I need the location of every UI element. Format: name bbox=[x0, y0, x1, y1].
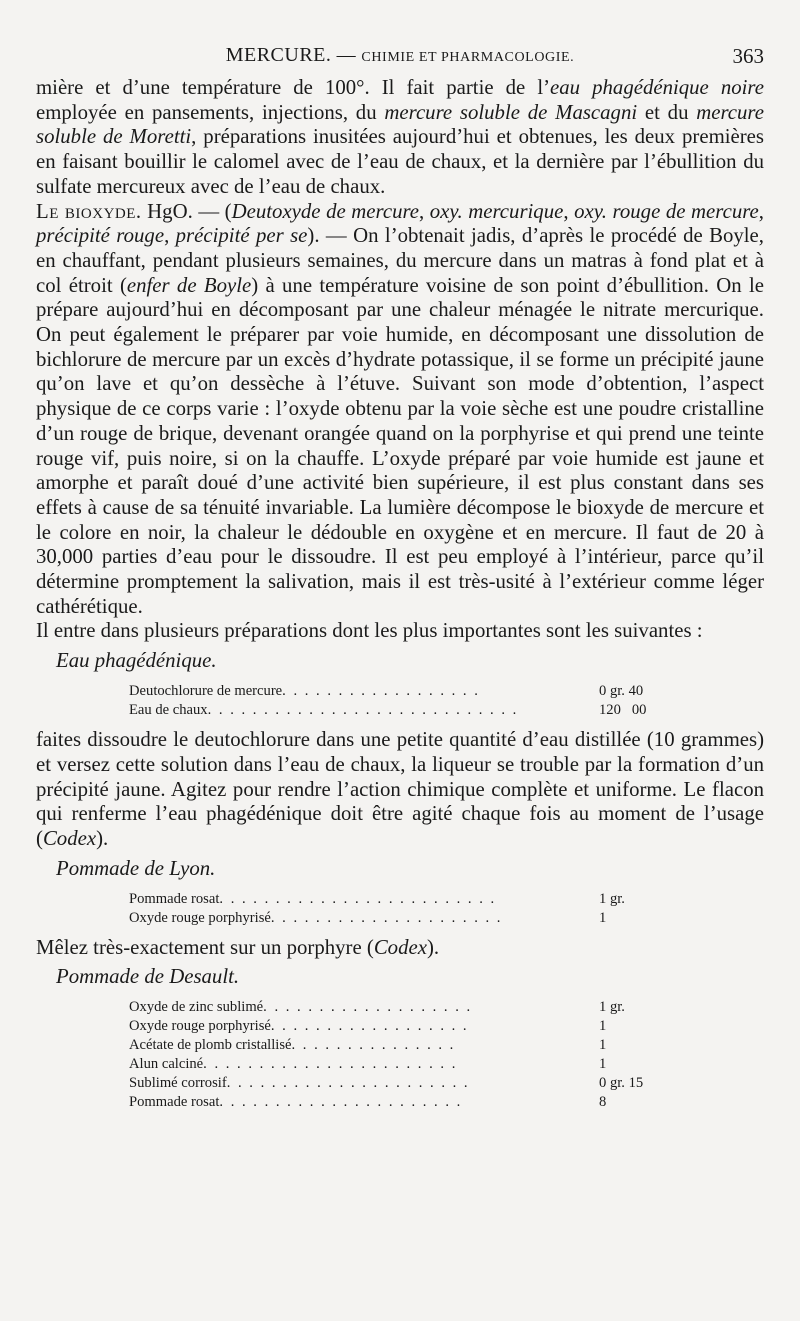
ingredient-qty: 1 gr. bbox=[599, 890, 625, 907]
recipe-row bbox=[129, 998, 687, 1017]
header-title-main: MERCURE. bbox=[225, 44, 332, 66]
ingredient-name: Deutochlorure de mercure bbox=[129, 683, 283, 700]
recipe-row bbox=[129, 1055, 687, 1074]
recipe-row bbox=[129, 1074, 687, 1093]
ingredient-name: Pommade rosat bbox=[129, 890, 220, 907]
dot-leader: . . . . . . . . . . . . . . . . . . . . . . bbox=[219, 1094, 463, 1111]
italic-run: précipité per se bbox=[175, 224, 308, 248]
section-head: Le bioxyde. bbox=[36, 199, 142, 223]
ingredient-name: Eau de chaux bbox=[129, 702, 208, 719]
italic-run: oxy. rouge de mercure bbox=[574, 199, 759, 223]
recipe-row bbox=[129, 1017, 687, 1036]
text-run: , bbox=[758, 199, 764, 223]
text-run: , préparations inusitées aujourd’hui et obtenues, les deux premières en faisant bouillir le calomel avec de l’eau de chaux, et la dernière par l’ébullition du sulfate mercureux avec de l’eau de chaux. bbox=[36, 125, 764, 198]
recipe-title-eau-phagedenique: Eau phagédénique. bbox=[56, 649, 217, 673]
dot-leader: . . . . . . . . . . . . . . . bbox=[291, 1037, 456, 1054]
dot-leader: . . . . . . . . . . . . . . . . . . . . . . . bbox=[203, 1056, 458, 1073]
ingredient-name: Oxyde de zinc sublimé bbox=[129, 999, 264, 1016]
ingredient-qty: 1 bbox=[599, 1037, 607, 1054]
ingredient-name: Alun calciné bbox=[129, 1056, 204, 1073]
text-run: faites dissoudre le deutochlorure dans une petite quantité d’eau distillée (10 grammes) et versez cette solution dans l’eau de chaux, la liqueur se trouble par la formation d’un précipité jaune. Agitez pour rendre l’action chimique complète et uniforme. Le flacon qui renferme l’eau phagédénique doit être agité chaque fois au moment de l’usage ( bbox=[36, 728, 764, 850]
page-number: 363 bbox=[732, 44, 764, 68]
text-run: Mêlez très-exactement sur un porphyre ( bbox=[36, 935, 374, 959]
text-run: ). bbox=[426, 935, 440, 959]
italic-run: Codex bbox=[42, 826, 97, 850]
italic-run: précipité rouge bbox=[36, 224, 165, 248]
italic-run: Codex bbox=[373, 935, 427, 959]
text-run: , bbox=[164, 224, 176, 248]
ingredient-qty: 0 gr. 15 bbox=[599, 1075, 644, 1092]
paragraph-bioxyde bbox=[36, 200, 764, 620]
dot-leader: . . . . . . . . . . . . . . . . . . . . . . bbox=[226, 1075, 470, 1092]
text-run: et du bbox=[637, 100, 697, 124]
recipe-row bbox=[129, 1036, 687, 1055]
ingredient-name: Acétate de plomb cristallisé bbox=[129, 1037, 292, 1054]
header-title-dash: — bbox=[336, 45, 357, 66]
ingredient-name: Sublimé corrosif bbox=[129, 1075, 227, 1092]
ingredient-name: Oxyde rouge porphyrisé bbox=[129, 909, 271, 926]
ingredient-qty: 1 bbox=[599, 1018, 607, 1035]
recipe-row bbox=[129, 682, 687, 701]
italic-run: oxy. mercurique bbox=[429, 199, 564, 223]
ingredient-qty: 8 bbox=[599, 1094, 607, 1111]
italic-run: eau phagédénique noire bbox=[550, 76, 764, 99]
recipe-table-eau-phagedenique bbox=[129, 682, 687, 720]
dot-leader: . . . . . . . . . . . . . . . . . . . . . . . . . . . . bbox=[207, 702, 519, 719]
text-run: ). bbox=[96, 826, 109, 850]
ingredient-qty: 0 gr. 40 bbox=[599, 683, 644, 700]
paragraph-1 bbox=[36, 76, 764, 200]
running-header bbox=[36, 44, 764, 74]
dot-leader: . . . . . . . . . . . . . . . . . . . . . . . . . bbox=[219, 890, 497, 907]
dot-leader: . . . . . . . . . . . . . . . . . . bbox=[282, 683, 480, 700]
page-body bbox=[36, 76, 764, 1120]
paragraph-instructions-1 bbox=[36, 728, 764, 852]
text-run: ) à une température voisine de son point d’ébullition. On le prépare aujourd’hui en décomposant par une chaleur ménagée le nitrate mercurique. On peut également le préparer par voie humide, en décomposant une dissolution de bichlorure de mercure par un excès d’hydrate potassique, il se forme un précipité jaune qu’on lave et qu’on dessèche à l’étuve. Suivant son mode d’obtention, l’aspect physique de ce corps varie : l’oxyde obtenu par la voie sèche est une poudre cristalline d’un rouge de brique, devenant orangée quand on la porphyrise et qui prend une teinte rouge vif, puis noire, si on la chauffe. L’oxyde préparé par voie humide est jaune et amorphe et paraît doué d’une activité bien supérieure, il est plus constant dans ses effets à cause de sa ténuité invariable. La lumière décompose le bioxyde de mercure et le colore en noir, la chaleur le dédouble en oxygène et en mercure. Il faut de 20 à 30,000 parties d’eau pour le dissoudre. Il est peu employé à l’intérieur, parce qu’il détermine promptement la salivation, mais il est très-usité à l’extérieur comme léger cathérétique. bbox=[36, 273, 764, 618]
paragraph-instructions-2 bbox=[36, 936, 764, 961]
header-title-sub: CHIMIE ET PHARMACOLOGIE. bbox=[361, 50, 575, 65]
text-run: HgO. — ( bbox=[141, 199, 232, 223]
text-run: employée en pansements, injections, du bbox=[36, 100, 385, 124]
ingredient-qty: 1 bbox=[599, 909, 607, 926]
ingredient-name: Pommade rosat bbox=[129, 1094, 220, 1111]
recipe-row bbox=[129, 701, 687, 720]
recipe-table-pommade-desault bbox=[129, 998, 687, 1112]
text-run: , bbox=[419, 199, 430, 223]
dot-leader: . . . . . . . . . . . . . . . . . . . bbox=[263, 999, 473, 1016]
recipe-row bbox=[129, 1093, 687, 1112]
recipe-row bbox=[129, 909, 687, 928]
running-title bbox=[36, 44, 764, 67]
dot-leader: . . . . . . . . . . . . . . . . . . bbox=[270, 1018, 469, 1035]
italic-run: enfer de Boyle bbox=[126, 273, 252, 297]
text-run: , bbox=[563, 199, 575, 223]
recipe-row bbox=[129, 890, 687, 909]
recipe-table-pommade-lyon bbox=[129, 890, 687, 928]
recipe-title-pommade-lyon: Pommade de Lyon. bbox=[56, 856, 216, 880]
italic-run: mercure soluble de Moretti bbox=[36, 100, 764, 149]
ingredient-qty: 120 00 bbox=[599, 702, 647, 719]
ingredient-qty: 1 gr. bbox=[599, 999, 625, 1016]
italic-run: Deutoxyde de mercure bbox=[231, 199, 420, 223]
dot-leader: . . . . . . . . . . . . . . . . . . . . . bbox=[270, 909, 503, 926]
ingredient-name: Oxyde rouge porphyrisé bbox=[129, 1018, 271, 1035]
text-run: ). — On l’obtenait jadis, d’après le procédé de Boyle, en chauffant, pendant plusieurs semaines, du mercure dans un matras à fond plat et à col étroit ( bbox=[36, 224, 764, 297]
italic-run: mercure soluble de Mascagni bbox=[384, 100, 638, 124]
text-run: mière et d’une température de 100°. Il fait partie de l’ bbox=[36, 76, 551, 99]
recipe-title-pommade-desault: Pommade de Desault. bbox=[56, 965, 240, 989]
paragraph-intro-preparations: Il entre dans plusieurs préparations dont les plus importantes sont les suivantes : bbox=[36, 619, 703, 643]
ingredient-qty: 1 bbox=[599, 1056, 607, 1073]
